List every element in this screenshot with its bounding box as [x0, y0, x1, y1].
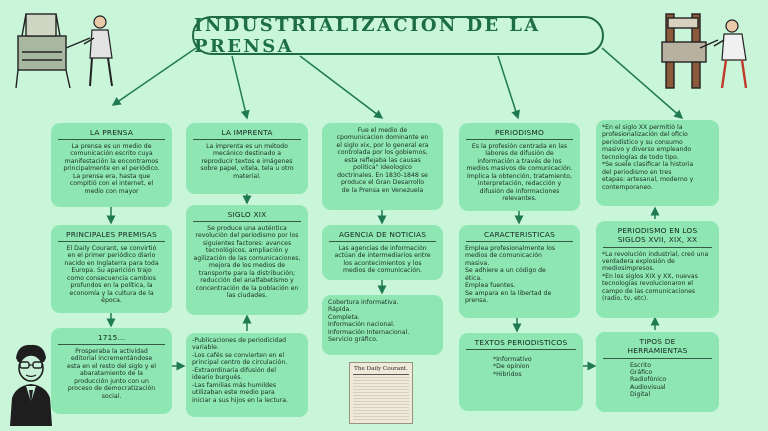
node-heading: PERIODISMO [494, 128, 544, 137]
newspaper-columns [353, 377, 409, 421]
node-text: Escrito Gráfico Radiofónico Audiovisual Digital [630, 361, 667, 399]
newspaper-illustration [349, 362, 413, 424]
node-text: Cobertura informativa. Rápida. Completa. Información nacional. Información Internacional. Servicio gráfico. [328, 299, 410, 344]
node-principales-premisas [51, 225, 172, 313]
node-tipos-herramientas [596, 332, 719, 412]
node-1715 [51, 328, 172, 414]
node-text: Fue el medio de cpomunicacion dominante en el siglo xix, por lo general era controlada por los gobiernos, esta reflejaba las causas politica" ideologico doctrinales. En 1830-1848 se produce el Gran Desarrollo de la Prensa en Venezuela [336, 127, 429, 194]
node-periodismo-siglos [596, 221, 719, 318]
node-caracteristicas [459, 225, 580, 318]
node-heading: CARACTERISTICAS [484, 230, 555, 239]
printing-press-illustration-left [12, 8, 122, 90]
node-text: *La revolución industrial, creó una verdadera explosión de mediosimpresos. *En los siglos XIX y XX, nuevas tecnologías revolucionaron el campo de las comunicaciones (radio, tv, etc). [602, 250, 709, 303]
title-banner [192, 16, 604, 55]
node-text: El Daily Courant, se convirtió en el primer periódico diario nacido en Inglaterra para toda Europa. Su aparición trajo como consecuencia cambios profundos en la política, la economía y la cultura de la época. [64, 245, 159, 305]
node-heading: PERIODISMO EN LOS SIGLOS XVII, XIX, XX [617, 226, 698, 245]
man-illustration [6, 342, 56, 426]
node-siglo-xix [186, 205, 308, 315]
node-text: *En el siglo XX permitió la profesionalización del oficio periodístico y su consumo masivo y diverso empleando tecnologías de todo tipo. *Se suele clasificar la historia del periodismo en tres etapas: artesanal, moderno y contemporaneo. [602, 124, 694, 191]
printing-press-illustration-right [656, 8, 764, 94]
node-heading: PRINCIPALES PREMISAS [66, 230, 157, 239]
node-text: Las agencias de información actúan de intermediarios entre los acontecimientos y los medios de comunicación. [334, 245, 431, 275]
node-la-imprenta [186, 123, 308, 194]
node-text: La imprenta es un método mecánico destinado a reproducir textos e imágenes sobre papel, vitela, tela u otro material. [200, 143, 294, 180]
node-heading: TEXTOS PERIODISTICOS [474, 338, 568, 347]
node-heading: LA IMPRENTA [221, 128, 273, 137]
node-textos-periodisticos [459, 333, 583, 411]
newspaper-rule [353, 374, 409, 375]
node-text: La prensa es un medio de comunicación escrito cuya manifestación la encontramos principalmente en el periódico. La prensa era, hasta que compitió con el internet, el medio con mayor [63, 143, 160, 195]
node-text: *Informativo *De opinion *Hibridos [493, 356, 532, 378]
node-medio-dominante [322, 123, 443, 210]
node-agencia-noticias [322, 225, 443, 280]
node-text: Es la profesión centrada en las labores de difusión de información a través de los medios masivos de comunicación. Implica la obtención, tratamiento, interpretación, redacción y difusión de informaciones relevantes. [466, 143, 573, 203]
node-periodicidad [186, 333, 308, 417]
node-siglo-xx [596, 120, 719, 206]
node-text: Prosperaba la actividad editorial incrementándose esta en el resto del siglo y el abaratamiento de la producción junto con un proceso de democratización social. [67, 348, 156, 400]
node-heading: TIPOS DE HERRAMIENTAS [627, 337, 688, 356]
node-text: Emplea profesionalmente los medios de comunicación masiva. Se adhiere a un código de ética. Emplea fuentes. Se ampara en la libertad de prensa. [465, 245, 556, 305]
node-heading: 1715... [97, 333, 126, 342]
node-periodismo [459, 123, 580, 211]
page-title: INDUSTRIALIZACION DE LA PRENSA [194, 14, 541, 57]
node-text: Se produce una auténtica revolución del periodismo por los siguientes factores: avances tecnológicos, ampliación y agilización de las comunicaciones, mejora de los medios de transporte para la distribución; reducción del analfabetismo y concentración de la población en las ciudades. [193, 225, 301, 299]
node-heading: LA PRENSA [89, 128, 134, 137]
node-cobertura [322, 295, 443, 355]
node-heading: SIGLO XIX [227, 210, 267, 219]
node-text: -Publicaciones de periodicidad variable. -Los cafés se convierten en el principal centro de circulación. -Extraordinaria difusión del ideario burgués. -Las familias más humildes utilizaban este medio para iniciar a sus hijos en la lectura. [192, 337, 288, 404]
newspaper-masthead: The Daily Courant. [354, 366, 408, 372]
node-heading: AGENCIA DE NOTICIAS [338, 230, 427, 239]
node-la-prensa [51, 123, 172, 207]
